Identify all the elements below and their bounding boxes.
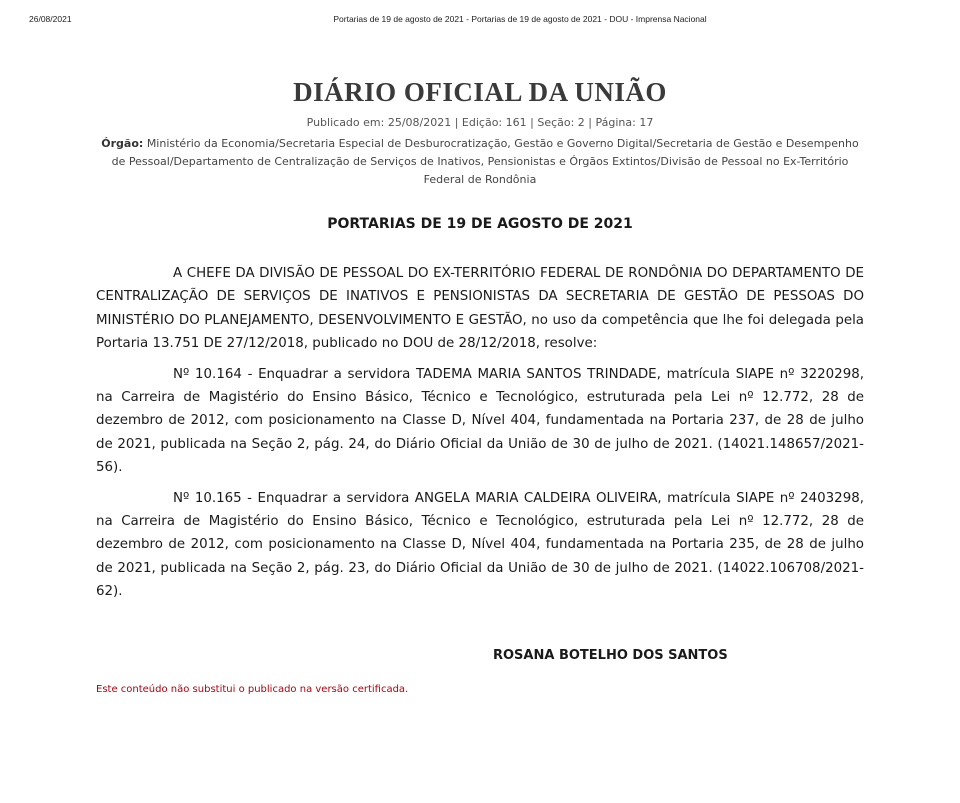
paragraph-portaria-10164: Nº 10.164 - Enquadrar a servidora TADEMA MARIA SANTOS TRINDADE, matrícula SIAPE nº 3220298, na Carreira de Magistério do Ensino Básico, Técnico e Tecnológico, estruturada pela Lei nº 12.772, 28 de dezembro de 2012, com posicionamento na Classe D, Nível 404, fundamentada na Portaria 237, de 28 de julho de 2021, publicada na Seção 2, pág. 24, do Diário Oficial da União de 30 de julho de 2021. (14021.148657/2021-56).	[96, 366, 864, 476]
print-page-title: Portarias de 19 de agosto de 2021 - Portarias de 19 de agosto de 2021 - DOU - Imprensa Nacional	[333, 14, 707, 24]
orgao-label: Órgão:	[101, 137, 144, 150]
publication-meta: Publicado em: 25/08/2021 | Edição: 161 | Seção: 2 | Página: 17	[306, 116, 654, 129]
print-date: 26/08/2021	[29, 14, 72, 24]
paragraph-portaria-10165: Nº 10.165 - Enquadrar a servidora ANGELA MARIA CALDEIRA OLIVEIRA, matrícula SIAPE nº 2403298, na Carreira de Magistério do Ensino Básico, Técnico e Tecnológico, estruturada pela Lei nº 12.772, 28 de dezembro de 2012, com posicionamento na Classe D, Nível 404, fundamentada na Portaria 235, de 28 de julho de 2021, publicada na Seção 2, pág. 23, do Diário Oficial da União de 30 de julho de 2021. (14022.106708/2021-62).	[96, 490, 864, 600]
document-body	[96, 262, 864, 611]
orgao-block	[100, 135, 860, 189]
print-header	[0, 14, 960, 28]
orgao-text: Ministério da Economia/Secretaria Especial de Desburocratização, Gestão e Governo Digital/Secretaria de Gestão e Desempenho de Pessoal/Departamento de Centralização de Serviços de Inativos, Pensionistas e Órgãos Extintos/Divisão de Pessoal no Ex-Território Federal de Rondônia	[111, 137, 859, 186]
disclaimer: Este conteúdo não substitui o publicado na versão certificada.	[96, 684, 409, 695]
masthead: DIÁRIO OFICIAL DA UNIÃO	[293, 77, 667, 107]
document-title: PORTARIAS DE 19 DE AGOSTO DE 2021	[327, 216, 633, 232]
signature: ROSANA BOTELHO DOS SANTOS	[493, 648, 728, 663]
paragraph-preamble: A CHEFE DA DIVISÃO DE PESSOAL DO EX-TERRITÓRIO FEDERAL DE RONDÔNIA DO DEPARTAMENTO DE CENTRALIZAÇÃO DE SERVIÇOS DE INATIVOS E PENSIONISTAS DA SECRETARIA DE GESTÃO DE PESSOAS DO MINISTÉRIO DO PLANEJAMENTO, DESENVOLVIMENTO E GESTÃO, no uso da competência que lhe foi delegada pela Portaria 13.751 DE 27/12/2018, publicado no DOU de 28/12/2018, resolve:	[96, 266, 864, 352]
